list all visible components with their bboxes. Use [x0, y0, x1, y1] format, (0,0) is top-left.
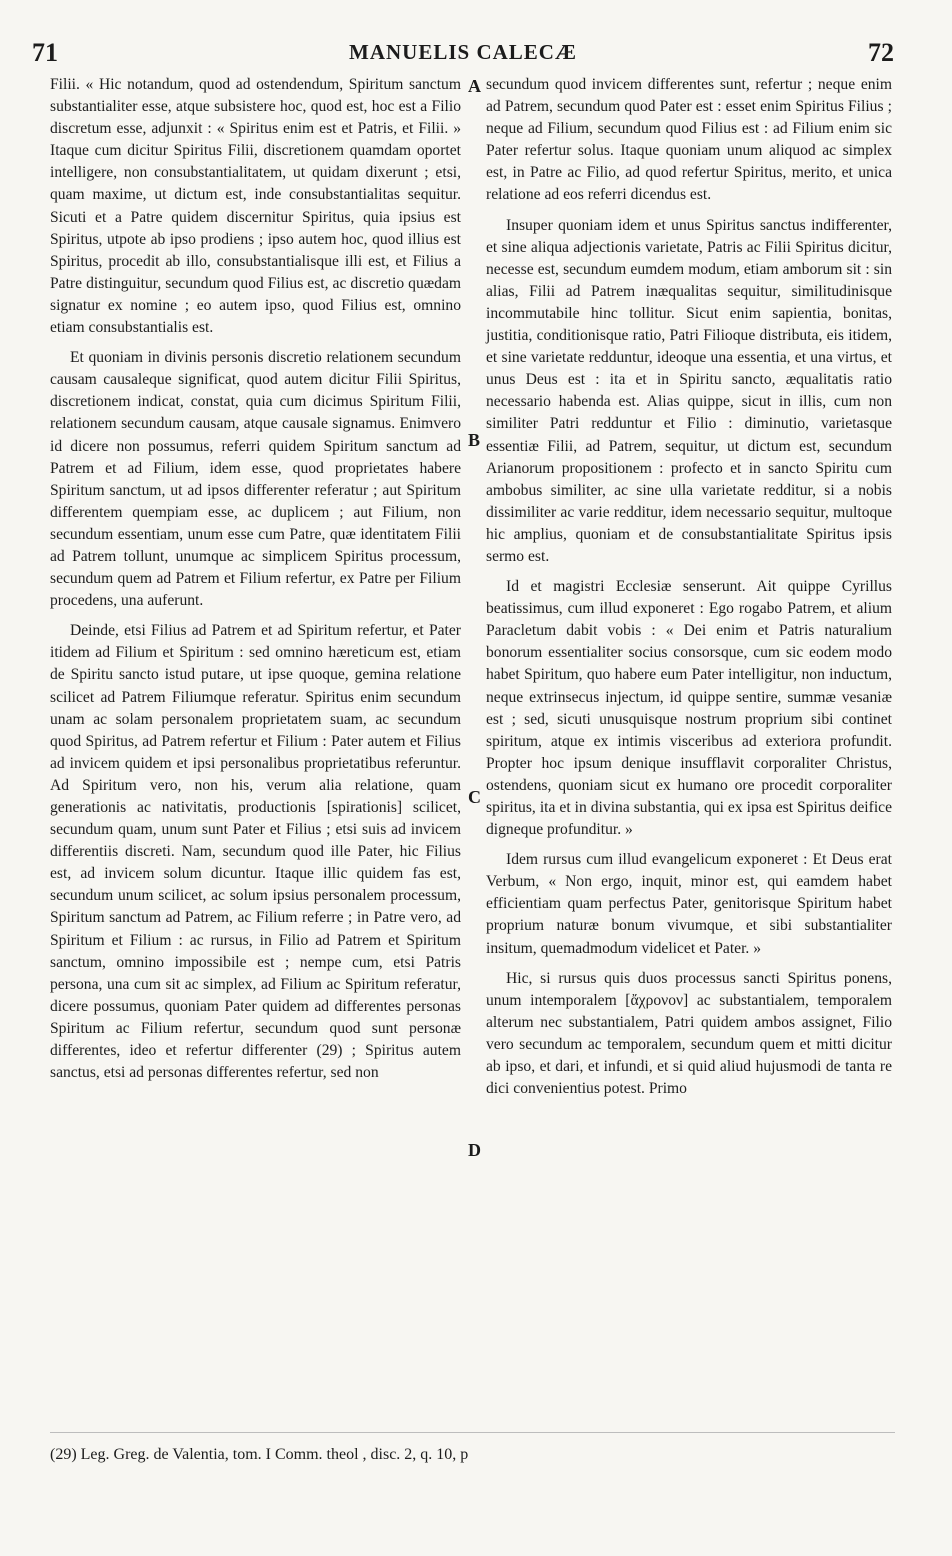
paragraph: Insuper quoniam idem et unus Spiritus sanctus indifferenter, et sine aliqua adjectionis varietate, Patris ac Filii Spiritus dicitur, necesse est, secundum eumdem modum, etiam amborum sit : sin alias, Filii ad Patrem inæqualitas sequitur, similitudinisque incommutabile hinc tollitur. Sicut enim sapientia, bonitas, justitia, conditionisque ratio, Patri Filioque distributa, eis itidem, et sine varietate redduntur, ideoque una essentia, et una virtus, et unus Deus est : ita et in Spiritu sancto, æqualitatis ratio necessario habenda est. Alias quippe, sicut in illis, cum non similiter Patri redduntur et Filio : diminutio, varietasque essentiæ Filii, ad Patrem, sequitur, ut dictum est, secundum Arianorum propositionem : profecto et in sancto Spiritu cum ambobus similiter, ac sine ulla varietate redditur, si a nobis dissimiliter ac varie redditur, idem necessario sequitur, multoque hic amplius, quoniam et de consubstantialitate Spiritus ipsis sermo est. [486, 216, 892, 565]
paragraph: Hic, si rursus quis duos processus sancti Spiritus ponens, unum intemporalem [ἄχρονον] ac substantialem, temporalem alterum nec substantialem, Patri quidem ambos assignet, Filio vero secundum ac temporalem, secundum quem et mitti dicitur ab ipso, et dari, et infundi, et si quid aliud hujusmodi de tanta re dici convenientius potest. Primo [486, 969, 892, 1098]
page-header [32, 38, 894, 72]
margin-marker-d: D [468, 1140, 481, 1160]
left-column [50, 74, 461, 1092]
margin-marker-b: B [468, 430, 481, 450]
footnote: (29) Leg. Greg. de Valentia, tom. I Comm. theol , disc. 2, q. 10, p [50, 1446, 469, 1463]
page-number-left: 71 [32, 38, 58, 67]
page-number-right: 72 [868, 38, 894, 67]
paragraph: Filii. « Hic notandum, quod ad ostendendum, Spiritum sanctum substantialiter esse, atque subsistere hoc, quod est, hoc est a Filio discretum esse, adjunxit : « Spiritus enim est et Patris, et Filii. » Itaque cum dicitur Spiritus Filii, discretionem quamdam oportet intelligere, non consubstantialitatem, ut quidam dixerunt ; etsi, quam maxime, ut dictum est, inde consubstantialitas sequitur. Sicuti et a Patre quidem discernitur Spiritus, quia ipsius est Spiritus, utpote ab ipso prodiens ; ipso autem hoc, quod illius est Spiritus, procedit ab illo, consubstantialisque illi est, et Filius a Patre distinguitur, secundum quod Filius est, ac discretio quædam signatur ex nomine ; eo autem ipso, quod Filius est, omnino etiam consubstantialis est. [50, 76, 461, 337]
paragraph: Et quoniam in divinis personis discretio relationem secundum causam causaleque significat, quod autem dicitur Filii Spiritus, discretionem indicat, constat, quia cum dicimus Spiritum Filii, relationem secundum causam, atque causale signamus. Enimvero id dicere non possumus, referri quidem Spiritum sanctum ad Patrem et ad Filium, idem esse, quod proprietates habere Spiritum sanctum, ut ad ipsos differenter referatur ; aut Spiritum differentem quempiam esse, ac duplicem ; aut Filium, non secundum essentiam, unum esse cum Patre, quæ identitatem Filii ad Patrem tollunt, unumque ac simplicem Spiritus processum, secundum quem ad Patrem et Filium refertur, ex Patre per Filium procedens, una auferunt. [50, 349, 461, 610]
paragraph: secundum quod invicem differentes sunt, refertur ; neque enim ad Patrem, secundum quod Pater est : esset enim Spiritus Filius ; neque ad Filium, secundum quod Filius est : ad Filium enim sic Pater refertur solus. Itaque quoniam unum aliquod ac simplex est, in Patre ac Filio, ad quod refertur Spiritus, merito, et unica relatione ad eos referri dicendus est. [486, 76, 892, 204]
margin-marker-a: A [468, 76, 481, 96]
paragraph: Id et magistri Ecclesiæ senserunt. Ait quippe Cyrillus beatissimus, cum illud exponeret : Ego rogabo Patrem, et alium Paracletum dabit vobis : « Dei enim et Patris naturalium bonorum essentialiter socius consorsque, cum sic eodem modo habet Spiritum, quo habere eum Pater intelligitur, non inductum, neque extrinsecus injectum, id quippe sentire, summæ vesaniæ est ; sed, sicuti unusquisque nostrum proprium sibi continet spiritum, atque ex intimis visceribus ad exteriora profundit. Propter hoc ipsum denique insufflavit corporaliter Christus, ostendens, quoniam sicut ex humano ore procedit corporaliter spiritus, ita et in divina substantia, qui ex ipsa est Spiritus deifice digneque profunditur. » [486, 578, 892, 839]
margin-marker-c: C [468, 787, 481, 807]
running-title: MANUELIS CALECÆ [349, 40, 577, 64]
right-column [486, 74, 892, 1108]
paragraph: Deinde, etsi Filius ad Patrem et ad Spiritum refertur, et Pater itidem ad Filium et Spiritum : sed omnino hæreticum est, etiam de Spiritu sancto istud putare, ut ipse quoque, gemina relatione scilicet ad Patrem Filiumque referatur. Spiritus enim secundum unam ac solam personalem proprietatem suam, ac secundum quod Spiritus, ad Patrem refertur et Filium : Pater autem et Filius ad invicem quidem et ipsi personalibus proprietatibus referuntur. Ad Spiritum vero, non his, verum alia relatione, quam generationis ac nativitatis, productionis [spirationis] scilicet, secundum quam, unum sunt Pater et Filius ; etsi suis ad invicem differentiis discreti. Nam, secundum quod ille Pater, hic Filius est, ad invicem solum dicuntur. Itaque illic quidem fas est, secundum unum scilicet, ac solum ipsius personalem processum, Spiritum sanctum ad Patrem, ac Filium referre ; in Patre vero, ad Spiritum et Filium : ac rursus, in Filio ad Patrem et Spiritum sanctum, omnino impossibile est ; nempe cum, etsi Patris persona, una cum sit ac simplex, ad Filium ac Spiritum referatur, dicere possumus, quoniam Pater quidem ad differentes personas Spiritum ac Filium refertur, secundum quod sunt personæ differentes, ideo et refertur differenter (29) ; Spiritus autem sanctus, etsi ad personas differentes refertur, sed non [50, 622, 461, 1082]
footnote-divider [50, 1432, 895, 1433]
paragraph: Idem rursus cum illud evangelicum exponeret : Et Deus erat Verbum, « Non ergo, inquit, minor est, qui eamdem habet efficientiam quam perfectus Pater, genitorisque Spiritum habet proprium naturæ bonum vivumque, et sibi substantialiter insitum, quemadmodum videlicet et Pater. » [486, 851, 892, 957]
